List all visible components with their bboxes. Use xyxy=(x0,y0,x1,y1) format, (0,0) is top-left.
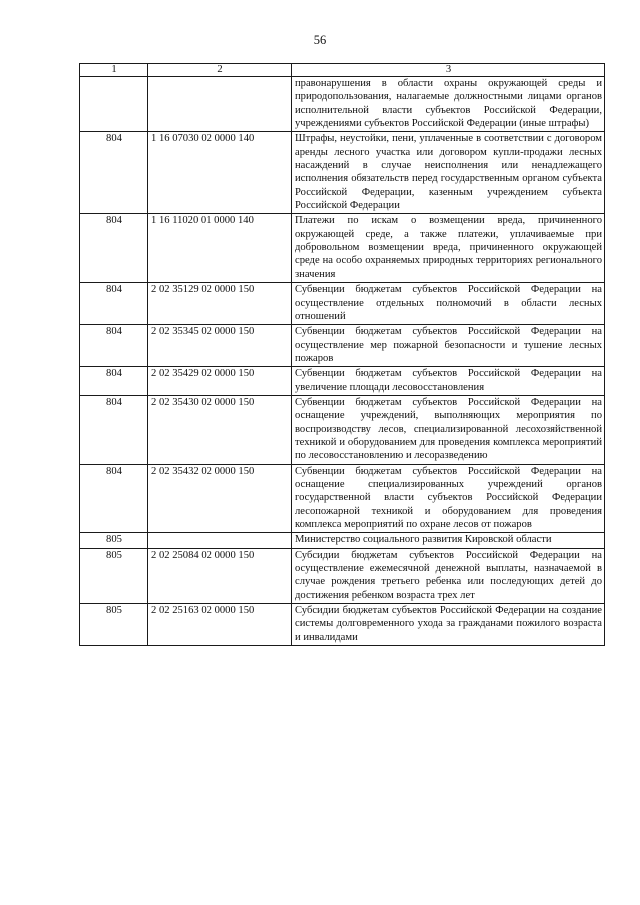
classification-code-cell xyxy=(148,533,292,548)
admin-code-cell: 805 xyxy=(80,533,148,548)
description-cell: Субвенции бюджетам субъектов Российской Федерации на осуществление мер пожарной безопасности и тушение лесных пожаров xyxy=(292,325,605,367)
table-row xyxy=(80,533,605,548)
column-header-1: 1 xyxy=(80,64,148,77)
table-row xyxy=(80,604,605,646)
table-row xyxy=(80,214,605,283)
classification-code-cell: 2 02 35432 02 0000 150 xyxy=(148,464,292,533)
column-header-2: 2 xyxy=(148,64,292,77)
admin-code-cell: 804 xyxy=(80,325,148,367)
admin-code-cell: 804 xyxy=(80,367,148,396)
revenue-code-table xyxy=(79,63,605,646)
description-cell: Субсидии бюджетам субъектов Российской Федерации на осуществление ежемесячной денежной выплаты, назначаемой в случае рождения третьего ребенка или последующих детей до достижения ребенком возраста трех лет xyxy=(292,548,605,603)
table-row xyxy=(80,464,605,533)
classification-code-cell: 2 02 25163 02 0000 150 xyxy=(148,604,292,646)
description-cell: Платежи по искам о возмещении вреда, причиненного окружающей среде, а также платежи, уплачиваемые при добровольном возмещении вреда, причиненного окружающей среде на особо охраняемых природных территориях регионального значения xyxy=(292,214,605,283)
table-row xyxy=(80,77,605,132)
column-header-3: 3 xyxy=(292,64,605,77)
description-cell: Штрафы, неустойки, пени, уплаченные в соответствии с договором аренды лесного участка или договором купли-продажи лесных насаждений в случае неисполнения или ненадлежащего исполнения обязательств перед государственным органом субъекта Российской Федерации, казенным учреждением субъекта Российской Федерации xyxy=(292,132,605,214)
classification-code-cell: 2 02 35429 02 0000 150 xyxy=(148,367,292,396)
description-cell: Субсидии бюджетам субъектов Российской Федерации на создание системы долговременного ухода за гражданами пожилого возраста и инвалидами xyxy=(292,604,605,646)
admin-code-cell: 804 xyxy=(80,464,148,533)
admin-code-cell: 805 xyxy=(80,604,148,646)
description-cell: правонарушения в области охраны окружающей среды и природопользования, налагаемые должностными лицами органов исполнительной власти субъектов Российской Федерации, учреждениями субъектов Российской Федерации (иные штрафы) xyxy=(292,77,605,132)
description-cell: Субвенции бюджетам субъектов Российской Федерации на оснащение учреждений, выполняющих мероприятия по воспроизводству лесов, специализированной лесохозяйственной техникой и оборудованием для проведения комплекса мероприятий по лесовосстановлению и лесоразведению xyxy=(292,395,605,464)
admin-code-cell xyxy=(80,77,148,132)
page-number: 56 xyxy=(313,33,327,47)
classification-code-cell xyxy=(148,77,292,132)
table-row xyxy=(80,132,605,214)
table-row xyxy=(80,283,605,325)
table-header-row xyxy=(80,64,605,77)
table-row xyxy=(80,325,605,367)
classification-code-cell: 2 02 25084 02 0000 150 xyxy=(148,548,292,603)
classification-code-cell: 2 02 35430 02 0000 150 xyxy=(148,395,292,464)
table-row xyxy=(80,548,605,603)
description-cell: Субвенции бюджетам субъектов Российской Федерации на осуществление отдельных полномочий в области лесных отношений xyxy=(292,283,605,325)
admin-code-cell: 804 xyxy=(80,132,148,214)
classification-code-cell: 1 16 07030 02 0000 140 xyxy=(148,132,292,214)
classification-code-cell: 1 16 11020 01 0000 140 xyxy=(148,214,292,283)
classification-code-cell: 2 02 35345 02 0000 150 xyxy=(148,325,292,367)
table-row xyxy=(80,395,605,464)
table-row xyxy=(80,367,605,396)
admin-code-cell: 804 xyxy=(80,395,148,464)
admin-code-cell: 804 xyxy=(80,214,148,283)
description-cell: Субвенции бюджетам субъектов Российской Федерации на оснащение специализированных учреждений органов государственной власти субъектов Российской Федерации лесопожарной техникой и оборудованием для проведения комплекса мероприятий по охране лесов от пожаров xyxy=(292,464,605,533)
classification-code-cell: 2 02 35129 02 0000 150 xyxy=(148,283,292,325)
admin-code-cell: 805 xyxy=(80,548,148,603)
description-cell: Субвенции бюджетам субъектов Российской Федерации на увеличение площади лесовосстановления xyxy=(292,367,605,396)
description-cell: Министерство социального развития Кировской области xyxy=(292,533,605,548)
admin-code-cell: 804 xyxy=(80,283,148,325)
